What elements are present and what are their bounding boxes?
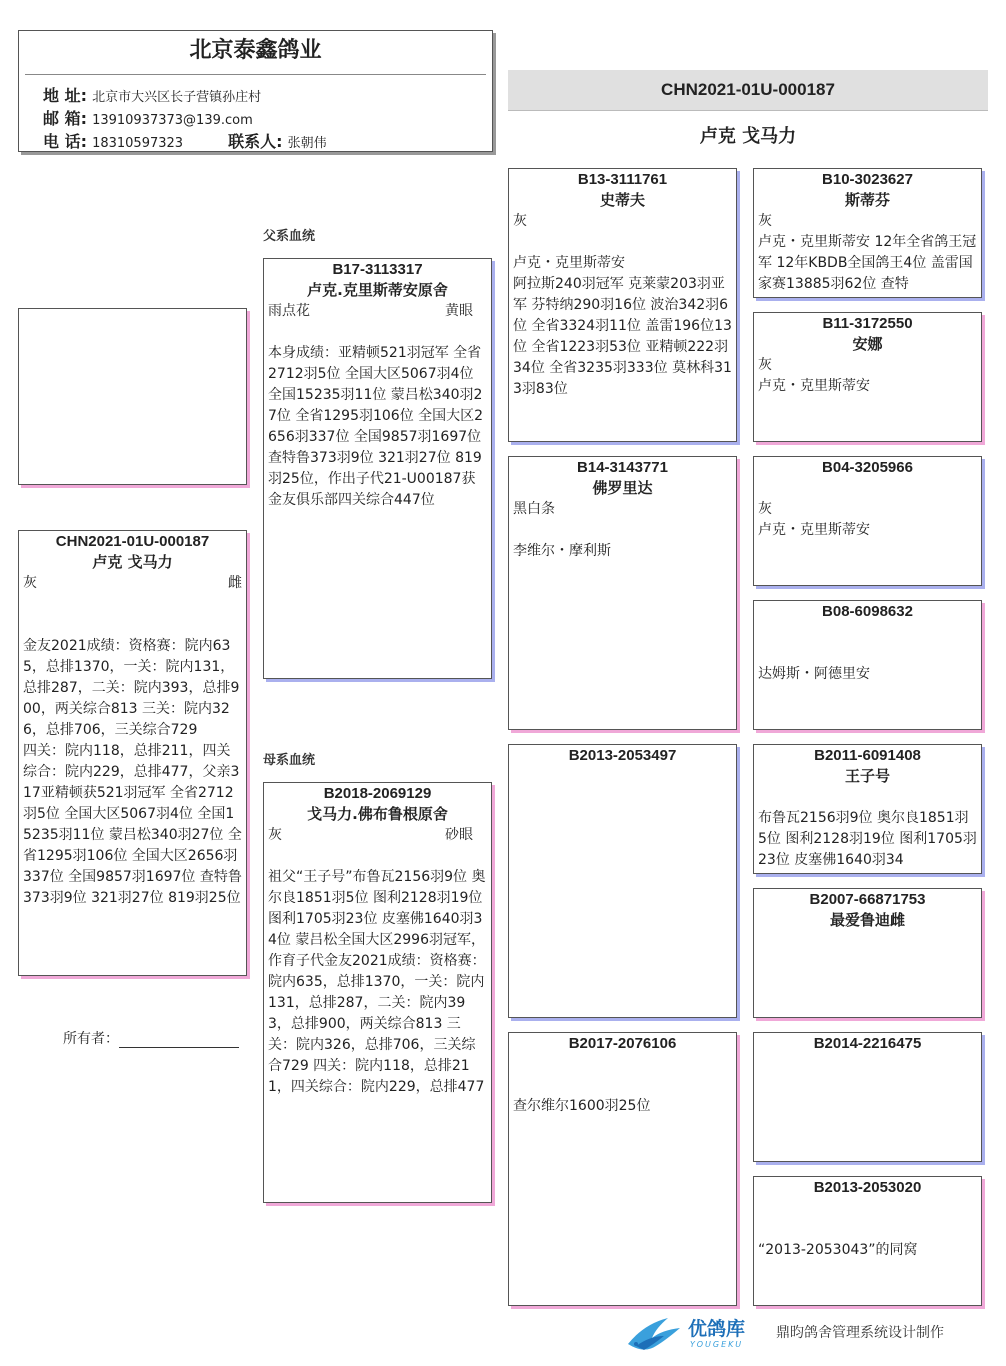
sire-ring: B17-3113317: [332, 261, 423, 278]
sire-section-label: 父系血统: [263, 229, 316, 244]
gen3-ring: B2017-2076106: [568, 1035, 677, 1052]
gen3-card: [508, 744, 737, 1018]
subject-name: 卢克 戈马力: [92, 553, 173, 571]
top-ring: CHN2021-01U-000187: [661, 80, 835, 99]
gen4-card: [753, 600, 982, 730]
company-name: 北京泰鑫鸽业: [189, 38, 322, 63]
gen3-notes: 李维尔・摩利斯: [513, 543, 611, 559]
gen4-ring: B2007-66871753: [809, 891, 926, 908]
gen3-notes: 卢克・克里斯蒂安 阿拉斯240羽冠军 克莱蒙203羽亚军 芬特纳290羽16位 波治342羽6位 全省3324羽11位 盖雷196位13位 全省1223羽53位 亚精顿222羽34位 全省3235羽333位 莫林科313羽83位: [513, 255, 732, 397]
gen4-card: [753, 888, 982, 1018]
subject-card: [18, 530, 247, 976]
gen4-name: 王子号: [844, 767, 890, 785]
header-divider: [25, 74, 486, 75]
sire-card: [263, 258, 492, 679]
dam-notes: 祖父“王子号”布鲁瓦2156羽9位 奥尔良1851羽5位 图利2128羽19位 图利1705羽23位 皮塞佛1640羽34位 蒙吕松全国大区2996羽冠军，作育子代金友2021成绩：资格赛：院内635，总排1370，一关：院内131，总排287，二关：院内393，总排900，两关综合813 三关：院内326，总排706，三关综合729 四关：院内118，总排211，四关综合：院内229，总排477: [268, 869, 487, 1095]
gen3-card: [508, 168, 737, 442]
dam-section-label: 母系血统: [263, 753, 316, 768]
gen3-card: [508, 456, 737, 730]
owner-line: [63, 1028, 239, 1048]
gen4-ring: B2014-2216475: [813, 1035, 922, 1052]
contact-info: [43, 85, 327, 152]
gen4-color: 灰: [758, 213, 772, 229]
gen4-ring: B2011-6091408: [814, 747, 921, 764]
dam-eye: 砂眼: [445, 827, 473, 843]
gen4-color: 灰: [758, 357, 772, 373]
photo-box: [18, 308, 247, 485]
sire-name: 卢克.克里斯蒂安原舍: [307, 281, 448, 299]
email-label: 邮 箱:: [43, 109, 87, 128]
gen3-ring: B2013-2053497: [568, 747, 677, 764]
dam-color: 灰: [268, 827, 282, 843]
gen3-name: 佛罗里达: [592, 479, 653, 497]
sire-notes: 本身成绩：亚精顿521羽冠军 全省2712羽5位 全国大区5067羽4位 全国15235羽11位 蒙吕松340羽27位 全省1295羽106位 全国大区2656羽337位 全国9857羽1697位 查特鲁373羽9位 321羽27位 819羽25位，作出子代21-U00187获金友俱乐部四关综合447位: [268, 345, 486, 508]
gen4-notes: 达姆斯・阿德里安: [758, 666, 870, 682]
dam-card: [263, 782, 492, 1203]
owner-blank: [119, 1047, 239, 1048]
footer: [622, 1312, 992, 1358]
dam-name: 戈马力.佛布鲁根原舍: [307, 805, 448, 823]
contact-label: 联系人:: [228, 132, 283, 151]
gen4-ring: B10-3023627: [822, 171, 913, 188]
sire-eye: 黄眼: [445, 303, 473, 319]
gen4-ring: B08-6098632: [822, 603, 913, 620]
gen3-ring: B14-3143771: [577, 459, 668, 476]
phone-value: 18310597323: [92, 136, 184, 151]
subject-color: 灰: [23, 575, 37, 591]
gen4-notes: 布鲁瓦2156羽9位 奥尔良1851羽5位 图利2128羽19位 图利1705羽23位 皮塞佛1640羽34: [758, 810, 977, 868]
gen4-card: [753, 1176, 982, 1306]
phone-label: 电 话:: [43, 132, 87, 151]
gen4-card: [753, 168, 982, 298]
gen4-ring: B11-3172550: [822, 315, 913, 332]
dam-ring: B2018-2069129: [323, 785, 432, 802]
gen4-notes: 卢克・克里斯蒂安: [758, 522, 870, 538]
gen3-ring: B13-3111761: [577, 171, 668, 188]
top-name: 卢克 戈马力: [699, 126, 797, 147]
header-card: [18, 30, 493, 152]
gen4-color: 灰: [758, 501, 772, 517]
gen3-notes: 查尔维尔1600羽25位: [513, 1098, 651, 1114]
gen3-card: [508, 1032, 737, 1306]
gen3-color: 灰: [513, 213, 527, 229]
email-value: 13910937373@139.com: [92, 113, 253, 128]
top-ring-banner: [508, 70, 988, 111]
gen3-color: 黑白条: [513, 501, 555, 517]
gen4-card: [753, 744, 982, 874]
contact-value: 张朝伟: [287, 136, 327, 151]
address-value: 北京市大兴区长子营镇孙庄村: [92, 90, 262, 105]
gen4-ring: B04-3205966: [822, 459, 913, 476]
gen4-name: [754, 478, 981, 499]
footer-credit: 鼎昀鸽舍管理系统设计制作: [776, 1325, 944, 1341]
address-label: 地 址:: [43, 86, 87, 105]
gen4-card: [753, 312, 982, 442]
subject-sex: 雌: [228, 575, 242, 591]
gen4-name: 斯蒂芬: [844, 191, 890, 209]
logo-text: 优鸽库: [688, 1318, 746, 1340]
gen4-name: 安娜: [852, 335, 883, 353]
gen4-card: [753, 456, 982, 586]
subject-notes: 金友2021成绩：资格赛：院内635，总排1370，一关：院内131，总排287，二关：院内393，总排900，两关综合813 三关：院内326，总排706，三关综合729 四关：院内118，总排211，四关综合：院内229，总排477，父亲317亚精顿获521羽冠军 全省2712羽5位 全国大区5067羽4位 全国15235羽11位 蒙吕松340羽27位 全省1295羽106位 全国大区2656羽337位 全国9857羽1697位 查特鲁373羽9位 321羽27位 819羽25位: [23, 638, 242, 906]
subject-ring: CHN2021-01U-000187: [55, 533, 210, 550]
gen4-name: 最爱鲁迪雌: [829, 911, 905, 929]
gen3-name: 史蒂夫: [599, 191, 645, 209]
gen4-notes: “2013-2053043”的同窝: [758, 1242, 918, 1258]
gen4-notes: 卢克・克里斯蒂安: [758, 378, 870, 394]
gen4-ring: B2013-2053020: [813, 1179, 922, 1196]
logo-subtext: YOUGEKU: [690, 1340, 744, 1349]
gen4-notes: 卢克・克里斯蒂安 12年全省鸽王冠军 12年KBDB全国鸽王4位 盖雷国家赛13885羽62位 查特: [758, 234, 977, 292]
gen4-name: [754, 1198, 981, 1219]
gen4-name: [754, 622, 981, 643]
gen4-card: [753, 1032, 982, 1162]
sire-color: 雨点花: [268, 303, 310, 319]
owner-label: 所有者：: [63, 1031, 119, 1047]
pigeon-logo-icon: [622, 1314, 684, 1356]
